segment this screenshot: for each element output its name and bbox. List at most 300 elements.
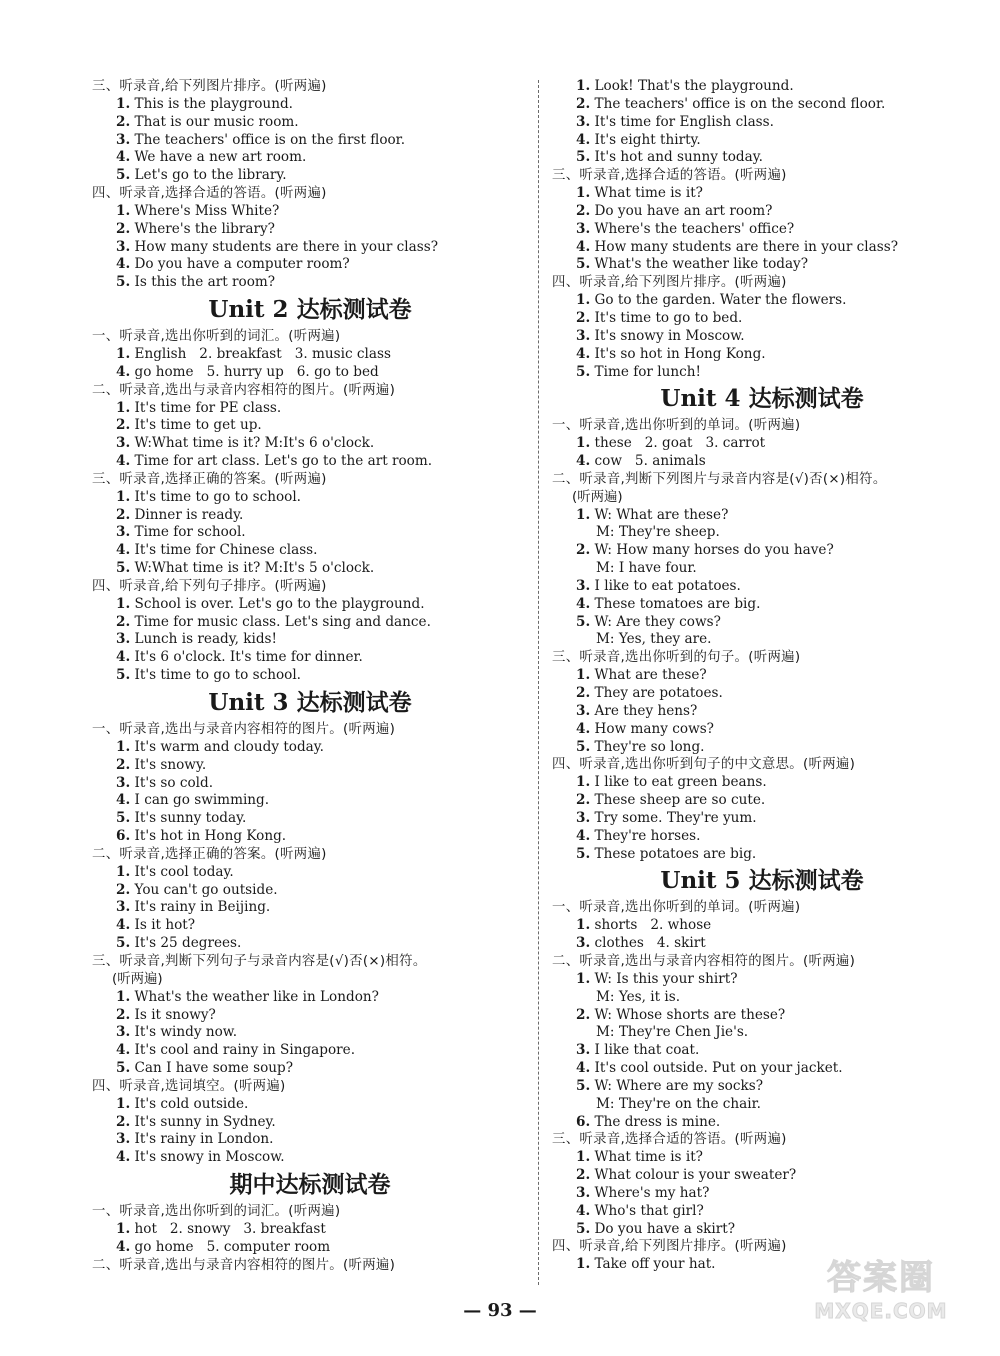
item-text: Do you have a computer room?	[130, 256, 350, 273]
item-number: 3.	[576, 702, 591, 719]
listening-item	[92, 864, 528, 882]
section-title: Unit 3 达标测试卷	[208, 689, 412, 716]
item-number: 1.	[116, 345, 131, 362]
item-number: 4.	[576, 1060, 591, 1077]
dialogue-reply: M: They're Chen Jie's.	[596, 1024, 749, 1041]
item-number: 2.	[576, 685, 591, 701]
item-text: That is our music room.	[130, 113, 299, 130]
question-heading: 三、听录音,给下列图片排序。(听两遍)	[92, 79, 327, 94]
section-title: Unit 4 达标测试卷	[660, 385, 864, 413]
item-text: English 2. breakfast 3. music class	[130, 345, 391, 362]
listening-item	[552, 310, 972, 328]
item-text: School is over. Let's go to the playground.	[130, 595, 425, 612]
item-number: 3.	[116, 435, 131, 452]
item-number: 4.	[576, 720, 591, 737]
listening-item	[92, 364, 528, 382]
item-number: 1.	[116, 988, 131, 1005]
item-text: What colour is your sweater?	[590, 1167, 797, 1184]
listening-item	[552, 1149, 972, 1167]
column-divider	[538, 80, 539, 1285]
listening-item	[92, 596, 528, 614]
listening-item	[552, 542, 972, 560]
item-text: It's cold outside.	[130, 1095, 249, 1112]
question-heading: 二、听录音,选出与录音内容相符的图片。(听两遍)	[92, 1257, 396, 1273]
listening-item	[92, 1007, 528, 1025]
listening-item	[92, 453, 528, 471]
item-number: 1.	[116, 738, 131, 755]
listening-item	[92, 757, 528, 775]
listening-item	[92, 435, 528, 453]
item-text: It's time for English class.	[590, 113, 774, 130]
question-heading: 三、听录音,选择正确的答案。(听两遍)	[92, 471, 327, 487]
question-heading: 三、听录音,判断下列句子与录音内容是(√)否(×)相符。	[92, 953, 427, 969]
listening-item	[552, 667, 972, 685]
item-text: Go to the garden. Water the flowers.	[590, 292, 847, 309]
item-number: 5.	[116, 274, 131, 291]
listening-item	[552, 1114, 972, 1132]
listening-item	[552, 221, 972, 239]
item-text: W: Where are my socks?	[590, 1077, 763, 1094]
listening-item	[92, 1131, 528, 1149]
listening-item	[552, 721, 972, 739]
item-number: 5.	[576, 845, 591, 862]
question-heading: 二、听录音,判断下列图片与录音内容是(√)否(×)相符。	[552, 471, 887, 487]
item-number: 3.	[576, 1042, 591, 1059]
item-text: It's time for Chinese class.	[130, 542, 318, 559]
item-text: How many cows?	[590, 720, 714, 737]
item-number: 1.	[576, 435, 591, 452]
listening-item	[552, 185, 972, 203]
item-text: Time for school.	[130, 524, 246, 541]
listening-item	[92, 649, 528, 667]
left-column	[92, 78, 528, 1274]
item-number: 5.	[576, 149, 591, 166]
question-heading-continued: (听两遍)	[572, 489, 623, 505]
item-text: Time for lunch!	[590, 363, 701, 380]
item-number: 6.	[116, 828, 131, 845]
item-number: 1.	[116, 1095, 131, 1112]
listening-item	[92, 346, 528, 364]
item-number: 5.	[116, 560, 131, 577]
item-text: What's the weather like in London?	[130, 988, 379, 1005]
listening-item	[92, 96, 528, 114]
item-number: 1.	[576, 1256, 591, 1273]
listening-item	[92, 882, 528, 900]
item-text: It's so cold.	[130, 774, 214, 791]
item-number: 4.	[116, 542, 131, 559]
item-number: 4.	[576, 453, 591, 470]
listening-item	[92, 524, 528, 542]
item-number: 2.	[576, 95, 591, 112]
listening-item	[552, 507, 972, 525]
item-text: Where's Miss White?	[130, 202, 280, 219]
listening-item	[92, 614, 528, 632]
item-number: 2.	[116, 1006, 131, 1023]
listening-item	[92, 114, 528, 132]
listening-item	[92, 1024, 528, 1042]
item-number: 5.	[116, 167, 131, 184]
item-number: 1.	[576, 506, 591, 523]
item-number: 4.	[116, 453, 131, 470]
listening-item	[92, 274, 528, 292]
listening-item	[552, 1203, 972, 1221]
listening-item	[552, 578, 972, 596]
item-text: Do you have a skirt?	[590, 1220, 736, 1237]
item-text: Who's that girl?	[590, 1202, 704, 1219]
item-text: What's the weather like today?	[590, 256, 809, 273]
item-text: go home 5. hurry up 6. go to bed	[130, 363, 379, 380]
section-title: 期中达标测试卷	[229, 1171, 391, 1199]
listening-item	[92, 899, 528, 917]
item-number: 4.	[116, 1238, 131, 1255]
item-number: 4.	[576, 238, 591, 255]
item-number: 1.	[116, 202, 131, 219]
item-text: It's time to go to school.	[130, 488, 301, 505]
item-text: hot 2. snowy 3. breakfast	[130, 1220, 326, 1237]
item-text: Do you have an art room?	[590, 202, 773, 219]
listening-item	[92, 221, 528, 239]
question-heading: 一、听录音,选出你听到的单词。(听两遍)	[552, 418, 801, 434]
listening-item	[92, 149, 528, 167]
item-text: It's cool and rainy in Singapore.	[130, 1042, 356, 1059]
watermark-top: 答案圈	[827, 1258, 935, 1298]
item-text: It's rainy in London.	[130, 1131, 274, 1148]
listening-item	[552, 1007, 972, 1025]
item-number: 2.	[116, 220, 131, 237]
listening-item	[552, 364, 972, 382]
item-text: Time for music class. Let's sing and dance.	[130, 613, 431, 630]
question-heading: 四、听录音,给下列图片排序。(听两遍)	[552, 1239, 787, 1255]
item-text: They are potatoes.	[590, 685, 723, 701]
listening-item	[552, 149, 972, 167]
item-text: It's hot and sunny today.	[590, 149, 763, 166]
item-text: The teachers' office is on the first floor.	[130, 131, 406, 148]
listening-item	[92, 631, 528, 649]
item-text: Time for art class. Let's go to the art room.	[130, 453, 433, 470]
item-text: W: Are they cows?	[590, 613, 721, 630]
item-number: 2.	[576, 1167, 591, 1184]
listening-item	[552, 774, 972, 792]
item-text: It's snowy in Moscow.	[130, 1149, 285, 1166]
item-number: 5.	[576, 613, 591, 630]
listening-item	[92, 167, 528, 185]
listening-item	[92, 1149, 528, 1167]
watermark-bottom: MXQE.COM	[814, 1299, 948, 1323]
dialogue-reply: M: Yes, it is.	[596, 988, 681, 1005]
item-text: Take off your hat.	[590, 1256, 716, 1273]
item-text: W: How many horses do you have?	[590, 542, 834, 559]
item-number: 2.	[576, 309, 591, 326]
listening-item	[92, 203, 528, 221]
item-number: 4.	[576, 345, 591, 362]
item-number: 2.	[116, 113, 131, 130]
listening-item	[92, 1096, 528, 1114]
listening-item	[92, 507, 528, 525]
item-text: Try some. They're yum.	[590, 809, 757, 826]
item-number: 4.	[116, 1042, 131, 1059]
listening-item	[92, 1060, 528, 1078]
item-number: 4.	[116, 256, 131, 273]
item-text: Is it snowy?	[130, 1006, 216, 1023]
item-text: They're horses.	[590, 827, 701, 844]
dialogue-reply: M: Yes, they are.	[596, 631, 712, 648]
listening-item	[552, 435, 972, 453]
item-text: The dress is mine.	[590, 1113, 721, 1130]
item-text: These tomatoes are big.	[590, 595, 761, 612]
item-number: 3.	[116, 131, 131, 148]
listening-item	[552, 810, 972, 828]
item-number: 3.	[576, 935, 591, 952]
listening-item	[552, 739, 972, 757]
listening-item	[92, 1042, 528, 1060]
item-text: How many students are there in your class?	[130, 238, 438, 255]
item-number: 3.	[116, 1131, 131, 1148]
item-number: 3.	[576, 113, 591, 130]
listening-item	[92, 935, 528, 953]
listening-item	[552, 114, 972, 132]
listening-item	[92, 810, 528, 828]
item-text: It's time for PE class.	[130, 399, 282, 416]
listening-item	[92, 1221, 528, 1239]
item-text: What time is it?	[590, 1149, 703, 1166]
item-number: 5.	[116, 667, 131, 684]
item-number: 3.	[576, 809, 591, 826]
item-number: 5.	[576, 738, 591, 755]
item-text: It's hot in Hong Kong.	[130, 828, 287, 845]
item-number: 1.	[116, 863, 131, 880]
listening-item	[552, 846, 972, 864]
listening-item	[92, 239, 528, 257]
item-text: W: What are these?	[590, 506, 729, 523]
item-number: 1.	[576, 774, 591, 791]
item-text: Dinner is ready.	[130, 506, 244, 523]
listening-item	[552, 328, 972, 346]
item-text: clothes 4. skirt	[590, 935, 706, 952]
item-number: 2.	[576, 542, 591, 559]
item-number: 4.	[116, 792, 131, 809]
item-text: Look! That's the playground.	[590, 78, 794, 94]
item-number: 4.	[576, 131, 591, 148]
listening-item	[552, 256, 972, 274]
question-heading: 二、听录音,选出与录音内容相符的图片。(听两遍)	[552, 953, 856, 969]
item-text: It's time to get up.	[130, 417, 262, 434]
listening-item	[552, 1221, 972, 1239]
listening-item	[92, 828, 528, 846]
item-text: Is this the art room?	[130, 274, 276, 291]
listening-item	[552, 292, 972, 310]
listening-item	[92, 400, 528, 418]
listening-item	[92, 1239, 528, 1257]
listening-item	[92, 917, 528, 935]
item-number: 3.	[116, 774, 131, 791]
listening-item	[92, 667, 528, 685]
item-text: It's warm and cloudy today.	[130, 738, 324, 755]
item-number: 5.	[116, 1060, 131, 1077]
listening-item	[552, 935, 972, 953]
listening-item	[92, 1114, 528, 1132]
question-heading: 四、听录音,给下列句子排序。(听两遍)	[92, 578, 327, 594]
item-number: 2.	[116, 417, 131, 434]
item-text: Is it hot?	[130, 917, 196, 934]
listening-item	[552, 1078, 972, 1096]
item-number: 1.	[576, 917, 591, 934]
listening-item	[552, 78, 972, 96]
listening-item	[552, 346, 972, 364]
item-text: I like to eat potatoes.	[590, 577, 741, 594]
item-text: You can't go outside.	[130, 881, 278, 898]
listening-item	[552, 614, 972, 632]
item-number: 4.	[116, 149, 131, 166]
item-number: 1.	[116, 399, 131, 416]
item-text: They're so long.	[590, 738, 705, 755]
item-text: It's rainy in Beijing.	[130, 899, 271, 916]
question-heading: 三、听录音,选择合适的答语。(听两遍)	[552, 1132, 787, 1148]
item-number: 3.	[576, 1184, 591, 1201]
item-number: 5.	[576, 1220, 591, 1237]
item-text: These sheep are so cute.	[590, 792, 766, 809]
question-heading: 一、听录音,选出与录音内容相符的图片。(听两遍)	[92, 722, 396, 737]
listening-item	[552, 685, 972, 703]
listening-item	[92, 989, 528, 1007]
item-text: It's eight thirty.	[590, 131, 701, 148]
item-number: 2.	[576, 792, 591, 809]
section-title: Unit 5 达标测试卷	[660, 867, 864, 895]
dialogue-reply: M: They're on the chair.	[596, 1095, 761, 1112]
item-text: Where's the teachers' office?	[590, 220, 795, 237]
item-number: 5.	[116, 935, 131, 952]
item-text: I can go swimming.	[130, 792, 270, 809]
item-number: 2.	[116, 881, 131, 898]
question-heading: 一、听录音,选出你听到的词汇。(听两遍)	[92, 329, 341, 345]
item-number: 2.	[576, 1006, 591, 1023]
listening-item	[92, 256, 528, 274]
dialogue-reply: M: I have four.	[596, 560, 697, 577]
right-column	[552, 78, 972, 1274]
item-text: These potatoes are big.	[590, 845, 757, 862]
question-heading-continued: (听两遍)	[112, 971, 163, 987]
item-number: 1.	[116, 488, 131, 505]
item-number: 3.	[116, 899, 131, 916]
listening-item	[552, 792, 972, 810]
item-number: 1.	[576, 970, 591, 987]
question-heading: 二、听录音,选择正确的答案。(听两遍)	[92, 846, 327, 862]
listening-item	[552, 1060, 972, 1078]
item-text: It's cool outside. Put on your jacket.	[590, 1060, 843, 1077]
item-number: 1.	[116, 1220, 131, 1237]
item-number: 3.	[116, 631, 131, 648]
item-number: 4.	[116, 649, 131, 666]
item-text: I like to eat green beans.	[590, 774, 767, 791]
item-text: Let's go to the library.	[130, 167, 287, 184]
item-number: 1.	[576, 185, 591, 202]
listening-item	[92, 489, 528, 507]
listening-item	[552, 917, 972, 935]
listening-item	[92, 417, 528, 435]
item-number: 5.	[576, 1077, 591, 1094]
item-number: 2.	[116, 613, 131, 630]
item-number: 4.	[576, 595, 591, 612]
item-text: How many students are there in your class?	[590, 238, 898, 255]
question-heading: 四、听录音,选词填空。(听两遍)	[92, 1078, 286, 1094]
item-number: 5.	[576, 256, 591, 273]
item-number: 6.	[576, 1113, 591, 1130]
listening-item	[92, 775, 528, 793]
item-text: It's windy now.	[130, 1024, 238, 1041]
item-text: Are they hens?	[590, 702, 698, 719]
item-number: 5.	[116, 810, 131, 827]
question-heading: 三、听录音,选出你听到的句子。(听两遍)	[552, 650, 801, 666]
item-number: 1.	[576, 667, 591, 684]
item-number: 2.	[116, 1113, 131, 1130]
listening-item	[552, 596, 972, 614]
item-text: What time is it?	[590, 185, 703, 202]
question-heading: 二、听录音,选出与录音内容相符的图片。(听两遍)	[92, 382, 396, 398]
listening-item	[92, 132, 528, 150]
item-text: It's cool today.	[130, 863, 234, 880]
listening-item	[92, 560, 528, 578]
dialogue-reply: M: They're sheep.	[596, 524, 720, 541]
item-number: 5.	[576, 363, 591, 380]
item-text: We have a new art room.	[130, 149, 307, 166]
item-number: 4.	[576, 827, 591, 844]
watermark-logo	[786, 1250, 976, 1330]
question-heading: 四、听录音,选出你听到句子的中文意思。(听两遍)	[552, 757, 856, 773]
item-number: 4.	[576, 1202, 591, 1219]
item-number: 3.	[576, 220, 591, 237]
item-text: Where's the library?	[130, 220, 275, 237]
item-text: go home 5. computer room	[130, 1238, 331, 1255]
item-number: 3.	[576, 327, 591, 344]
listening-item	[552, 132, 972, 150]
item-text: It's sunny in Sydney.	[130, 1113, 276, 1130]
item-text: W: Is this your shirt?	[590, 970, 738, 987]
item-text: It's sunny today.	[130, 810, 247, 827]
listening-item	[552, 828, 972, 846]
item-number: 4.	[116, 363, 131, 380]
item-text: Can I have some soup?	[130, 1060, 294, 1077]
item-number: 2.	[576, 202, 591, 219]
item-number: 4.	[116, 917, 131, 934]
item-text: It's 25 degrees.	[130, 935, 242, 952]
item-text: shorts 2. whose	[590, 917, 712, 934]
listening-item	[552, 203, 972, 221]
item-text: What are these?	[590, 667, 707, 684]
listening-item	[552, 1042, 972, 1060]
listening-item	[552, 239, 972, 257]
item-number: 3.	[116, 1024, 131, 1041]
item-number: 3.	[576, 577, 591, 594]
listening-item	[552, 703, 972, 721]
item-text: I like that coat.	[590, 1042, 700, 1059]
item-text: It's time to go to school.	[130, 667, 301, 684]
item-number: 1.	[576, 292, 591, 309]
item-number: 1.	[116, 95, 131, 112]
item-number: 3.	[116, 524, 131, 541]
question-heading: 三、听录音,选择合适的答语。(听两遍)	[552, 168, 787, 184]
item-text: Lunch is ready, kids!	[130, 631, 277, 648]
item-text: This is the playground.	[130, 95, 293, 112]
item-number: 3.	[116, 238, 131, 255]
listening-item	[92, 792, 528, 810]
question-heading: 四、听录音,给下列图片排序。(听两遍)	[552, 275, 787, 291]
listening-item	[552, 971, 972, 989]
question-heading: 一、听录音,选出你听到的单词。(听两遍)	[552, 900, 801, 916]
item-text: It's 6 o'clock. It's time for dinner.	[130, 649, 363, 666]
listening-item	[552, 1185, 972, 1203]
item-text: W:What time is it? M:It's 5 o'clock.	[130, 560, 375, 577]
listening-item	[552, 1167, 972, 1185]
item-text: It's so hot in Hong Kong.	[590, 345, 766, 362]
